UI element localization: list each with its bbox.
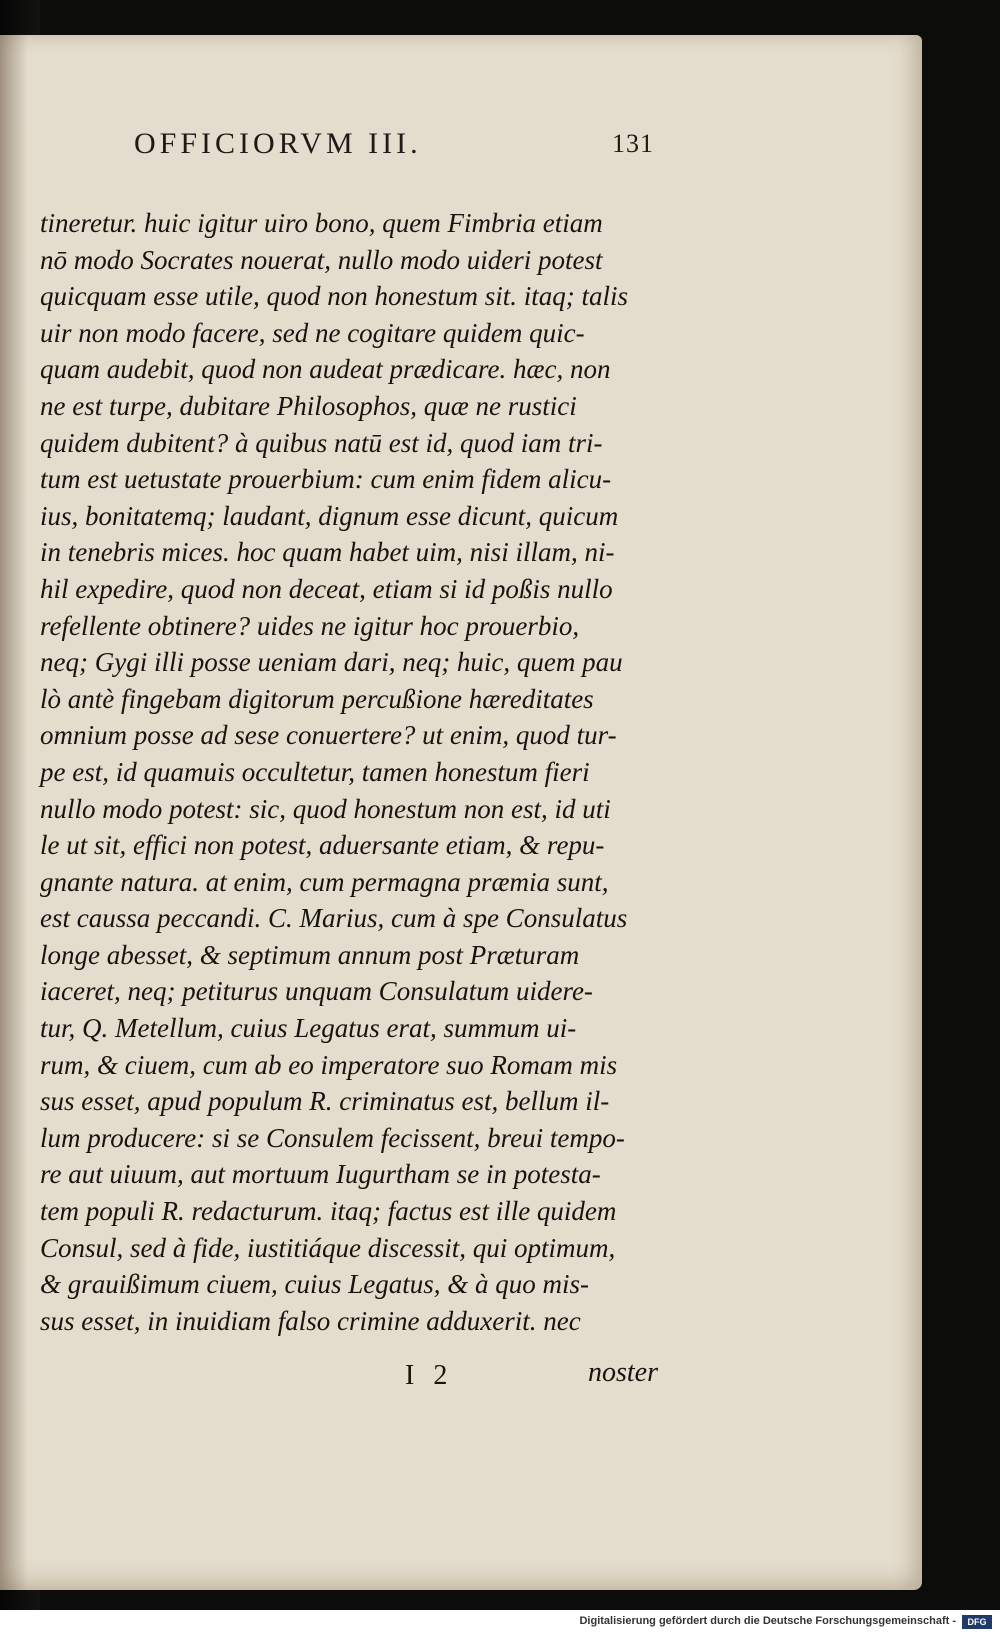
text-line: iaceret, neq; petiturus unquam Consulatum uidere-: [40, 976, 593, 1007]
text-line: Consul, sed à fide, iustitiáque discessit, qui optimum,: [40, 1232, 616, 1263]
text-line: uir non modo facere, sed ne cogitare quidem quic-: [40, 317, 585, 348]
text-block: [40, 205, 670, 1339]
text-line: nō modo Socrates nouerat, nullo modo uideri potest: [40, 244, 603, 275]
page-gutter-shadow: [0, 35, 28, 1590]
text-line: longe abesset, & septimum annum post Præturam: [40, 939, 580, 970]
text-line: & grauißimum ciuem, cuius Legatus, & à quo mis-: [40, 1269, 589, 1300]
text-line: tem populi R. redacturum. itaq; factus est ille quidem: [40, 1196, 617, 1227]
text-line: lum producere: si se Consulem fecissent, breui tempo-: [40, 1122, 625, 1153]
text-line: sus esset, apud populum R. criminatus est, bellum il-: [40, 1086, 610, 1117]
text-line: quam audebit, quod non audeat prædicare. hæc, non: [40, 354, 611, 385]
dfg-logo: DFG: [962, 1615, 992, 1629]
text-line: pe est, id quamuis occultetur, tamen honestum fieri: [40, 756, 590, 787]
text-line: tineretur. huic igitur uiro bono, quem Fimbria etiam: [40, 208, 603, 238]
text-line: tum est uetustate prouerbium: cum enim fidem alicu-: [40, 464, 612, 495]
text-line: re aut uiuum, aut mortuum Iugurtham se in potesta-: [40, 1159, 601, 1190]
running-title: OFFICIORVM III.: [134, 127, 422, 160]
text-line: ne est turpe, dubitare Philosophos, quæ ne rustici: [40, 390, 577, 421]
text-line: in tenebris mices. hoc quam habet uim, nisi illam, ni-: [40, 537, 615, 568]
text-line: est caussa peccandi. C. Marius, cum à spe Consulatus: [40, 903, 628, 934]
signature-mark: I 2: [405, 1360, 454, 1391]
text-line: le ut sit, effici non potest, aduersante etiam, & repu-: [40, 830, 605, 861]
text-line: quidem dubitent? à quibus natū est id, quod iam tri-: [40, 427, 603, 458]
running-head: [134, 127, 654, 163]
text-line: lò antè fingebam digitorum percußione hæreditates: [40, 683, 594, 714]
book-page: [0, 35, 922, 1590]
text-line: sus esset, in inuidiam falso crimine adduxerit. nec: [40, 1305, 581, 1336]
text-line: omnium posse ad sese conuertere? ut enim, quod tur-: [40, 720, 617, 751]
catchword: noster: [588, 1357, 658, 1388]
text-line: neq; Gygi illi posse ueniam dari, neq; huic, quem pau: [40, 647, 623, 678]
text-line: hil expedire, quod non deceat, etiam si id poßis nullo: [40, 573, 613, 604]
text-line: nullo modo potest: sic, quod honestum non est, id uti: [40, 793, 611, 824]
footer-credit: Digitalisierung gefördert durch die Deutsche Forschungsgemeinschaft -: [579, 1615, 956, 1627]
text-line: tur, Q. Metellum, cuius Legatus erat, summum ui-: [40, 1013, 577, 1044]
digitization-footer: [0, 1610, 1000, 1635]
text-line: rum, & ciuem, cum ab eo imperatore suo Romam mis: [40, 1049, 618, 1080]
text-line: refellente obtinere? uides ne igitur hoc prouerbio,: [40, 610, 580, 641]
folio-number: 131: [612, 129, 654, 158]
text-line: ius, bonitatemq; laudant, dignum esse dicunt, quicum: [40, 500, 619, 531]
text-line: quicquam esse utile, quod non honestum sit. itaq; talis: [40, 281, 628, 312]
text-line: gnante natura. at enim, cum permagna præmia sunt,: [40, 866, 609, 897]
